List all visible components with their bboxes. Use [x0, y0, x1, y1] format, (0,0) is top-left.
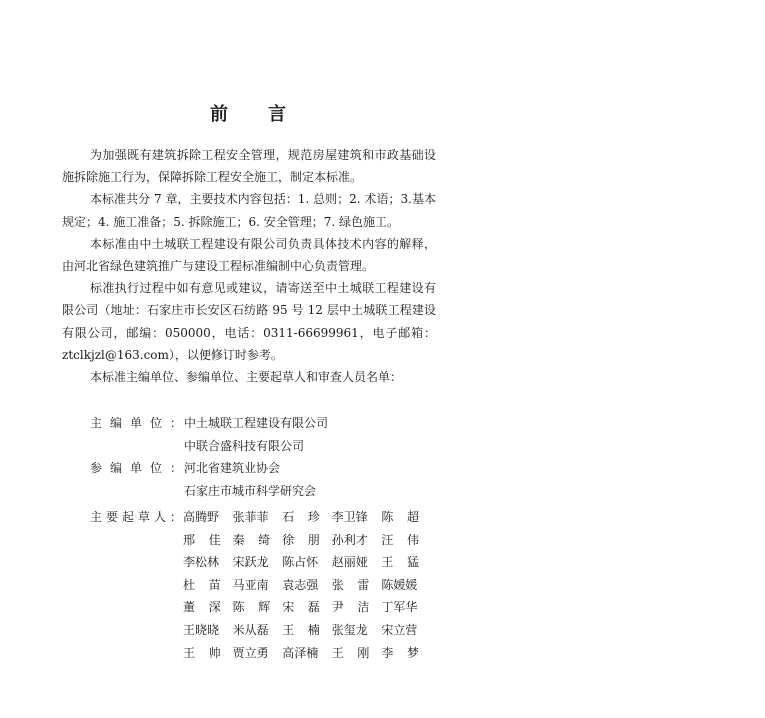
drafter-name: 袁志强 [282, 577, 319, 592]
label-char: 草 [137, 510, 150, 524]
name-char: 猛 [406, 555, 419, 570]
drafter-name: 陈占怀 [282, 555, 319, 570]
drafter-row [183, 596, 431, 619]
drafter-name: 宋立营 [381, 622, 418, 637]
name-char: 苗 [208, 577, 221, 592]
name-char: 李 [381, 645, 394, 660]
drafter-row [183, 551, 431, 574]
name-char: 楠 [307, 622, 320, 637]
label-char: ： [169, 461, 182, 476]
name-char: 帅 [208, 645, 221, 660]
paragraph-purpose: 为加强既有建筑拆除工程安全管理，规范房屋建筑和市政基础设施拆除施工行为，保障拆除工程安全施工，制定本标准。 [62, 148, 436, 185]
name-char: 张 [331, 577, 344, 592]
name-char: 珍 [307, 510, 320, 524]
co-editor-row-2 [90, 480, 436, 503]
name-char: 石 [282, 510, 295, 524]
drafter-name [183, 529, 233, 552]
name-char: 王 [183, 645, 196, 660]
drafter-name: 赵丽娅 [331, 555, 368, 570]
name-char: 王 [282, 622, 295, 637]
name-char: 杜 [183, 577, 196, 592]
drafter-name: 丁军华 [381, 600, 418, 615]
name-char: 尹 [331, 600, 344, 615]
drafter-name: 陈媛媛 [381, 577, 418, 592]
paragraph-contents: 本标准共分 7 章，主要技术内容包括：1. 总则；2. 术语；3.基本规定；4. 施工准备；5. 拆除施工；6. 安全管理；7. 绿色施工。 [62, 192, 436, 229]
drafters-label [90, 506, 182, 529]
name-char: 王 [331, 645, 344, 660]
chief-editor-row-1 [90, 412, 436, 435]
chief-editor-row-2 [90, 435, 436, 458]
drafter-name [332, 642, 382, 665]
name-char: 秦 [232, 532, 245, 547]
label-char: ： [169, 510, 182, 524]
drafter-name: 宋跃龙 [232, 555, 269, 570]
drafter-name [233, 596, 283, 619]
name-char: 徐 [282, 532, 295, 547]
drafter-name [332, 596, 382, 619]
name-char: 雷 [357, 577, 370, 592]
label-char: 参 [90, 461, 103, 476]
preface-body [62, 144, 436, 388]
drafter-name [282, 506, 332, 529]
drafter-name: 高腾野 [183, 510, 220, 524]
chief-editor-unit: 中土城联工程建设有限公司 [184, 416, 329, 430]
name-char: 宋 [282, 600, 295, 615]
name-char: 梦 [406, 645, 419, 660]
label-char: 单 [129, 461, 142, 476]
drafter-name: 孙利才 [331, 532, 368, 547]
drafter-row [183, 574, 431, 597]
name-char: 董 [183, 600, 196, 615]
label-char: ： [169, 416, 182, 430]
drafter-name [282, 529, 332, 552]
drafter-name [183, 574, 233, 597]
label-char: 编 [109, 461, 122, 476]
drafter-row [183, 619, 431, 642]
drafter-name: 马亚南 [232, 577, 269, 592]
name-char: 洁 [357, 600, 370, 615]
drafter-name [282, 619, 332, 642]
co-editor-unit: 河北省建筑业协会 [184, 461, 281, 476]
drafter-name: 张玺龙 [331, 622, 368, 637]
name-char: 超 [406, 510, 419, 524]
drafter-name [381, 506, 431, 529]
drafter-name: 李卫锋 [331, 510, 368, 524]
drafter-name [332, 574, 382, 597]
name-char: 朋 [307, 532, 320, 547]
name-char: 刚 [357, 645, 370, 660]
chief-editor-unit: 中联合盛科技有限公司 [184, 438, 305, 453]
label-char: 要 [105, 510, 118, 524]
co-editor-label [90, 457, 182, 480]
name-char: 陈 [381, 510, 394, 524]
name-char: 佳 [208, 532, 221, 547]
paragraph-interpretation: 本标准由中土城联工程建设有限公司负责具体技术内容的解释，由河北省绿色建筑推广与建设工程标准编制中心负责管理。 [62, 236, 436, 274]
drafter-name: 米从磊 [232, 622, 269, 637]
drafter-row [183, 506, 431, 529]
name-char: 王 [381, 555, 394, 570]
drafter-row [183, 642, 431, 665]
drafter-name [282, 596, 332, 619]
drafter-name [381, 529, 431, 552]
name-char: 深 [208, 600, 221, 615]
label-char: 位 [149, 461, 162, 476]
label-char: 起 [121, 510, 134, 524]
drafter-name [381, 642, 431, 665]
drafter-name [233, 529, 283, 552]
name-char: 伟 [406, 532, 419, 547]
editing-units [90, 412, 436, 502]
co-editor-row-1 [90, 457, 436, 480]
name-char: 辉 [258, 600, 271, 615]
label-char: 编 [109, 416, 122, 430]
chief-editor-label [90, 412, 182, 435]
drafters-grid [183, 506, 431, 664]
name-char: 汪 [381, 532, 394, 547]
drafter-name: 贾立勇 [232, 645, 269, 660]
name-char: 陈 [232, 600, 245, 615]
drafter-name: 王晓晓 [183, 622, 220, 637]
co-editor-unit: 石家庄市城市科学研究会 [184, 483, 317, 498]
name-char: 邢 [183, 532, 196, 547]
label-char: 单 [129, 416, 142, 430]
name-char: 绮 [258, 532, 271, 547]
drafter-name: 张菲菲 [232, 510, 269, 524]
page-title: 前言 [210, 104, 326, 125]
name-char: 磊 [307, 600, 320, 615]
label-char: 位 [149, 416, 162, 430]
drafter-row [183, 529, 431, 552]
drafter-name [183, 596, 233, 619]
drafter-name [381, 551, 431, 574]
paragraph-feedback: 标准执行过程中如有意见或建议，请寄送至中土城联工程建设有限公司（地址：石家庄市长安区石纺路 95 号 12 层中土城联工程建设有限公司，邮编：050000，电话：0311-66699961，电子邮箱：ztclkjzl@163.com），以便修订时参考。 [62, 281, 436, 362]
drafter-name: 李松林 [183, 555, 220, 570]
drafter-name: 高泽楠 [282, 645, 319, 660]
drafter-name [183, 642, 233, 665]
label-char: 人 [153, 510, 166, 524]
paragraph-list-intro: 本标准主编单位、参编单位、主要起草人和审查人员名单： [90, 370, 403, 385]
label-char: 主 [90, 510, 103, 524]
label-char: 主 [90, 416, 103, 430]
